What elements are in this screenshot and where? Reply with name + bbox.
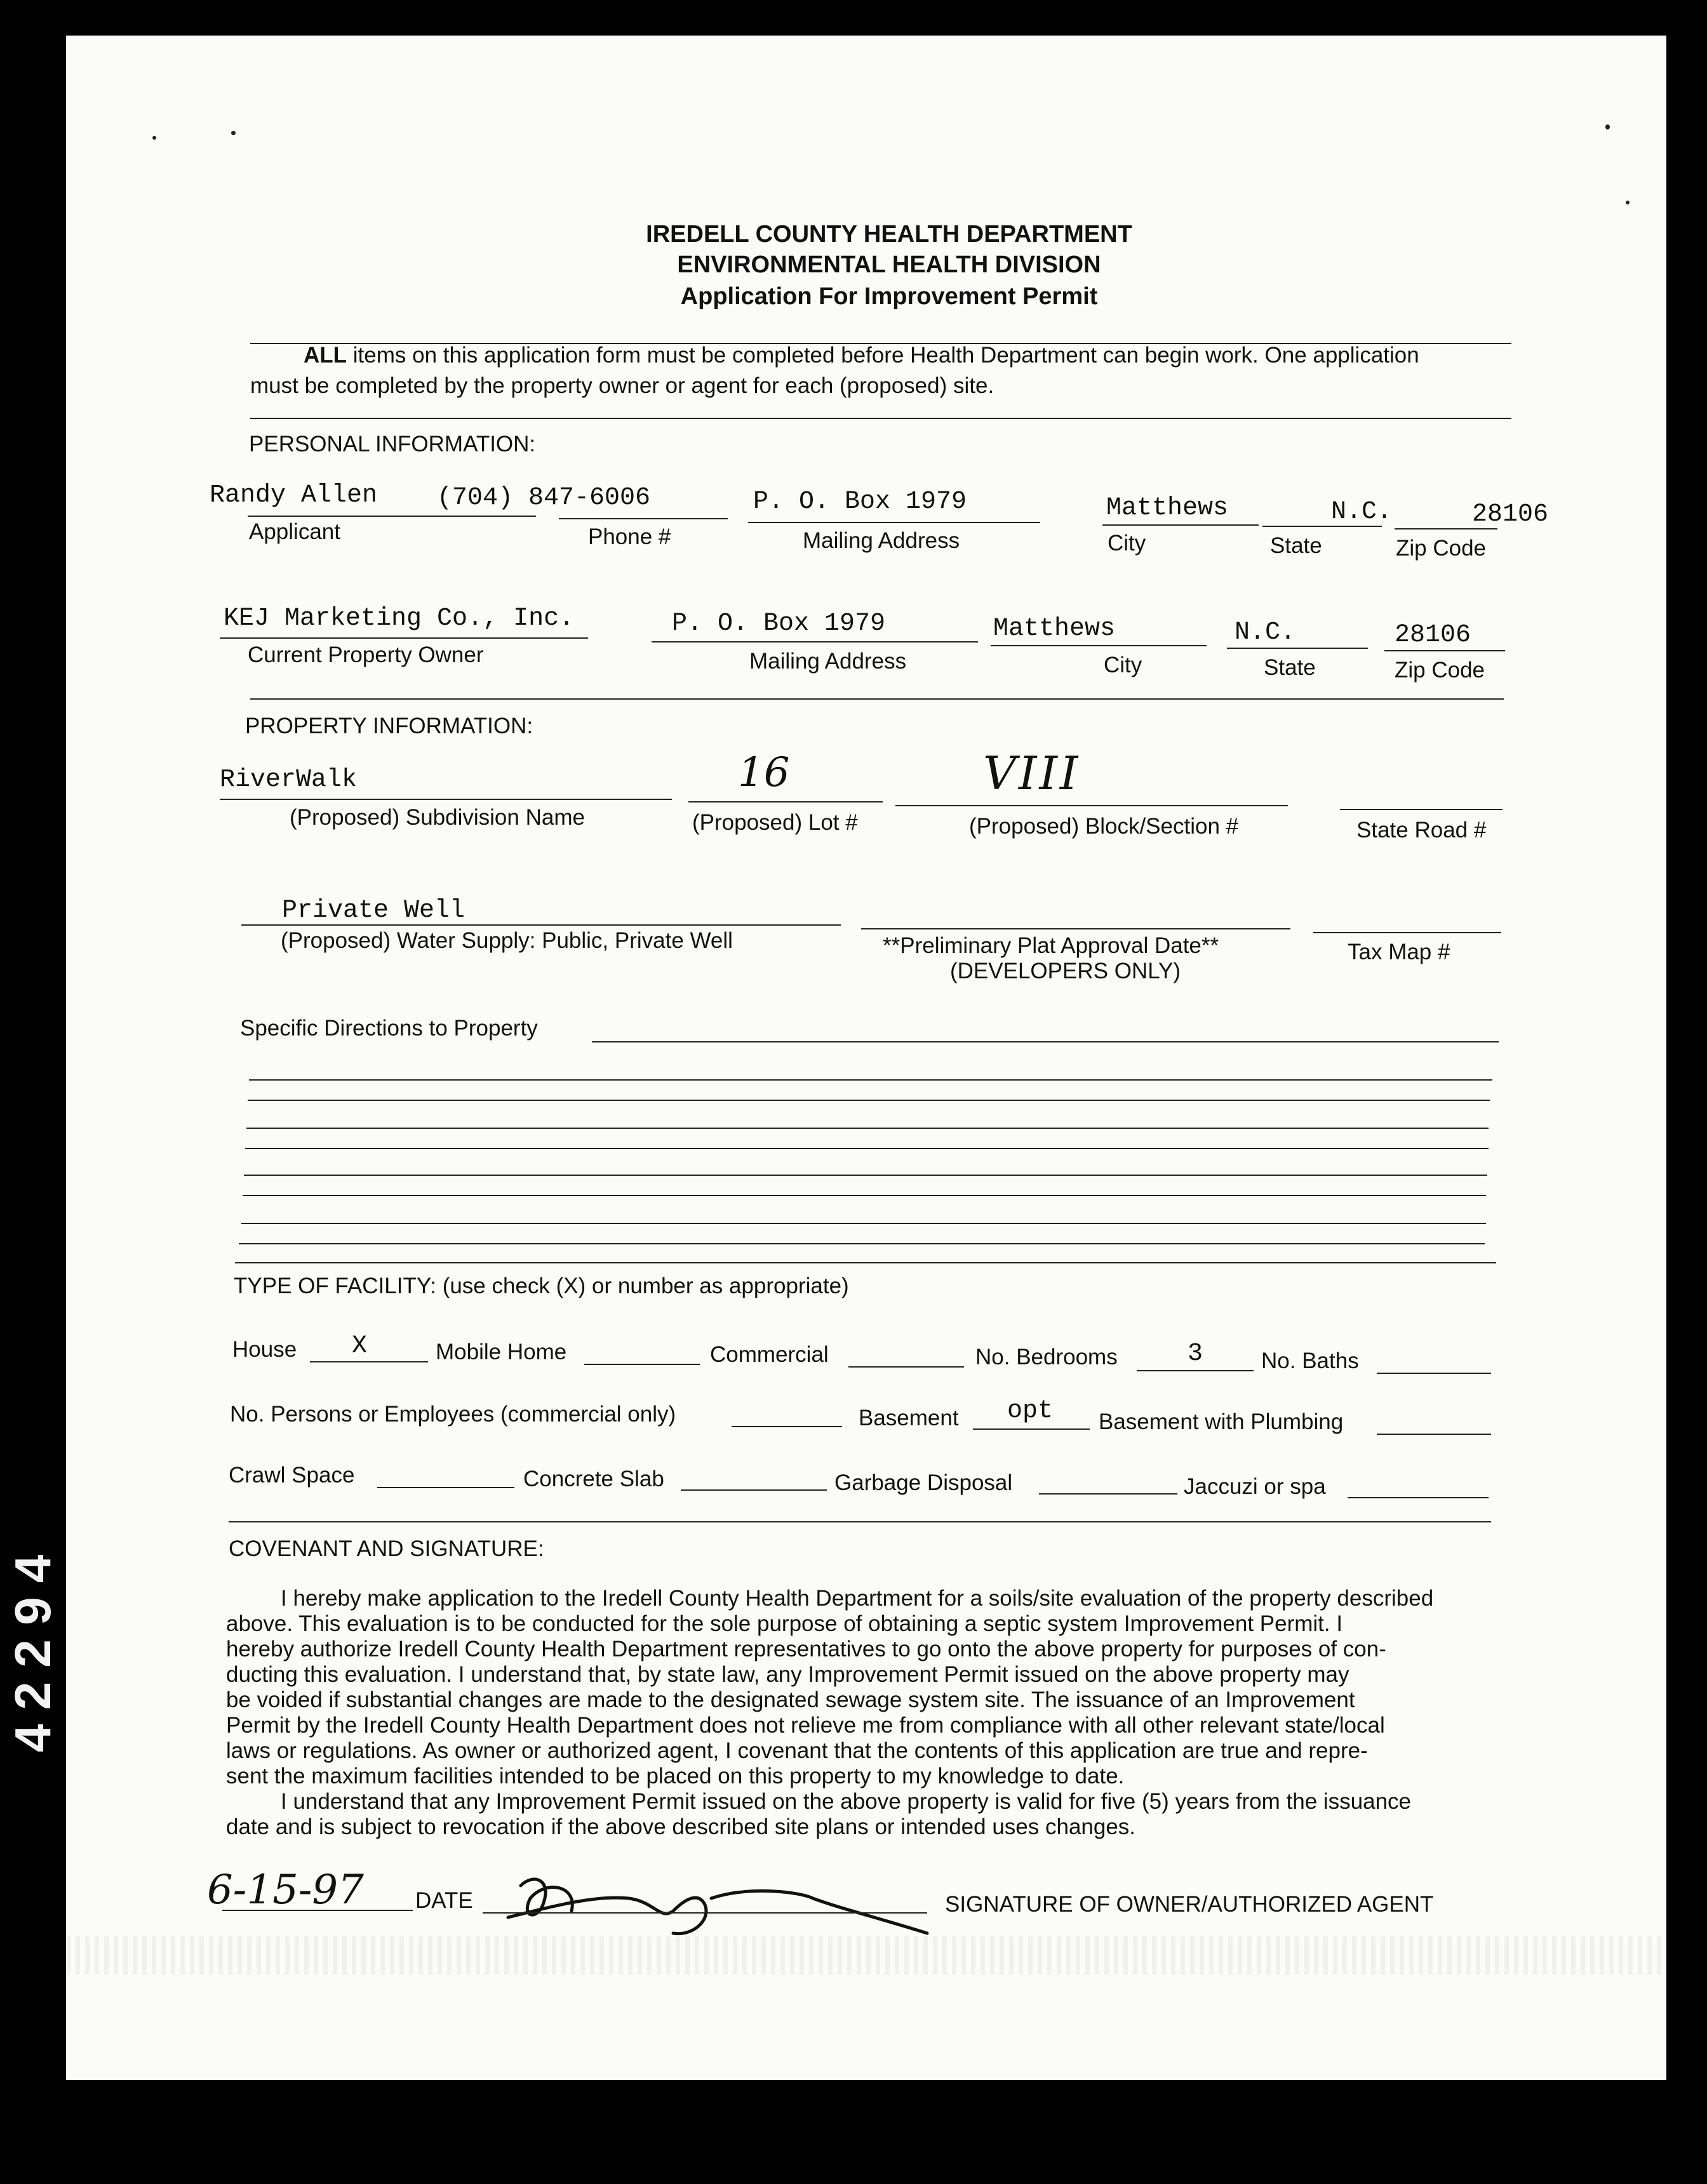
label-tax-map: Tax Map #	[1348, 940, 1450, 964]
underline	[1340, 809, 1503, 810]
directions-line	[241, 1223, 1486, 1224]
underline	[973, 1428, 1090, 1430]
underline	[1313, 932, 1501, 933]
applicant-name: Randy Allen	[210, 481, 378, 510]
applicant-city: Matthews	[1106, 494, 1229, 523]
covenant-line: above. This evaluation is to be conducted for the sole purpose of obtaining a septic system Improvement Permit. I	[226, 1611, 1343, 1636]
underline	[377, 1487, 514, 1488]
signature-date: 6-15-97	[207, 1867, 364, 1914]
label-basement: Basement	[859, 1406, 959, 1430]
lot-number: 16	[738, 749, 790, 796]
label-date: DATE	[415, 1888, 473, 1913]
underline	[248, 516, 536, 517]
label-owner-zip: Zip Code	[1395, 658, 1485, 682]
label-commercial: Commercial	[710, 1342, 829, 1367]
scan-speck	[231, 131, 236, 135]
owner-address: P. O. Box 1979	[672, 609, 886, 638]
label-bedrooms: No. Bedrooms	[975, 1345, 1118, 1369]
facility-heading: TYPE OF FACILITY: (use check (X) or number as appropriate)	[234, 1274, 849, 1298]
covenant-text	[226, 1586, 1487, 1840]
underline	[652, 641, 978, 643]
underline	[1377, 1373, 1491, 1374]
underline	[584, 1364, 700, 1365]
underline	[220, 799, 672, 800]
label-water-supply: (Proposed) Water Supply: Public, Private Well	[281, 928, 733, 953]
underline	[748, 522, 1040, 523]
directions-line	[245, 1148, 1489, 1149]
label-block-section: (Proposed) Block/Section #	[969, 814, 1239, 839]
owner-signature	[483, 1860, 946, 1949]
label-baths: No. Baths	[1261, 1348, 1359, 1373]
header-department: IREDELL COUNTY HEALTH DEPARTMENT	[646, 221, 1132, 248]
directions-line	[239, 1243, 1485, 1244]
underline	[1039, 1493, 1177, 1495]
label-garbage-disposal: Garbage Disposal	[834, 1470, 1013, 1495]
underline	[1227, 648, 1368, 649]
subdivision-name: RiverWalk	[220, 766, 358, 794]
covenant-line: laws or regulations. As owner or authorized agent, I covenant that the contents of this application are true and repre-	[226, 1738, 1368, 1763]
bedrooms-value: 3	[1188, 1340, 1203, 1368]
label-plat-approval: **Preliminary Plat Approval Date**	[883, 933, 1219, 958]
underline	[681, 1489, 827, 1491]
owner-name: KEJ Marketing Co., Inc.	[224, 604, 575, 633]
label-owner-city: City	[1104, 653, 1142, 677]
label-state-road: State Road #	[1356, 818, 1487, 842]
applicant-address: P. O. Box 1979	[753, 488, 967, 516]
label-owner-mailing-address: Mailing Address	[749, 649, 907, 674]
rule	[250, 698, 1504, 700]
applicant-state: N.C.	[1331, 498, 1393, 526]
margin-document-number: 4 2 2 9 4	[4, 1554, 61, 1752]
underline	[1384, 650, 1505, 651]
underline	[732, 1426, 842, 1427]
underline	[1395, 528, 1497, 529]
underline	[1377, 1434, 1491, 1435]
directions-line	[246, 1128, 1489, 1129]
house-value: X	[352, 1332, 368, 1361]
label-lot: (Proposed) Lot #	[692, 810, 858, 835]
label-house: House	[232, 1337, 297, 1362]
block-section: VIII	[983, 747, 1081, 800]
underline	[861, 928, 1290, 929]
covenant-heading: COVENANT AND SIGNATURE:	[229, 1536, 544, 1561]
covenant-line: I hereby make application to the Iredell County Health Department for a soils/site evaluation of the property described	[281, 1586, 1434, 1611]
covenant-line: hereby authorize Iredell County Health Department representatives to go onto the above property for purposes of con-	[226, 1637, 1386, 1661]
owner-zip: 28106	[1395, 621, 1471, 649]
intro-line-2: must be completed by the property owner or agent for each (proposed) site.	[250, 373, 994, 398]
directions-line	[249, 1079, 1492, 1081]
header-division: ENVIRONMENTAL HEALTH DIVISION	[677, 251, 1101, 278]
applicant-phone: (704) 847-6006	[437, 484, 651, 512]
covenant-line: ducting this evaluation. I understand that, by state law, any Improvement Permit issued on the above property may	[226, 1662, 1349, 1687]
label-owner-state: State	[1264, 655, 1316, 680]
label-current-owner: Current Property Owner	[248, 643, 484, 667]
rule	[250, 418, 1511, 419]
owner-state: N.C.	[1235, 618, 1296, 647]
label-persons: No. Persons or Employees (commercial only)	[230, 1402, 676, 1427]
covenant-line: date and is subject to revocation if the above described site plans or intended uses changes.	[226, 1814, 1136, 1839]
label-mailing-address: Mailing Address	[803, 528, 960, 553]
covenant-line: Permit by the Iredell County Health Department does not relieve me from compliance with all other relevant state/local	[226, 1713, 1385, 1738]
underline	[1102, 524, 1259, 526]
underline	[222, 1910, 413, 1911]
covenant-line: sent the maximum facilities intended to be placed on this property to my knowledge to date.	[226, 1764, 1125, 1788]
covenant-line: be voided if substantial changes are made to the designated sewage system site. The issuance of an Improvement	[226, 1688, 1355, 1712]
label-applicant: Applicant	[249, 519, 340, 544]
signature-line	[483, 1912, 927, 1914]
underline	[310, 1361, 428, 1362]
label-jacuzzi: Jaccuzi or spa	[1184, 1474, 1326, 1499]
directions-line	[248, 1100, 1490, 1101]
intro-line-1: ALL items on this application form must be completed before Health Department can begin work. One application	[304, 343, 1419, 368]
underline	[1137, 1370, 1254, 1371]
underline	[688, 801, 883, 802]
directions-line	[244, 1175, 1487, 1176]
rule	[229, 1521, 1491, 1522]
label-concrete-slab: Concrete Slab	[523, 1467, 664, 1491]
label-city: City	[1108, 531, 1146, 556]
underline	[1262, 526, 1382, 527]
directions-line	[243, 1195, 1486, 1196]
label-state: State	[1270, 533, 1322, 558]
scan-speck	[152, 136, 156, 140]
label-basement-plumbing: Basement with Plumbing	[1099, 1409, 1344, 1434]
applicant-zip: 28106	[1472, 500, 1549, 529]
property-heading: PROPERTY INFORMATION:	[245, 714, 533, 738]
underline	[991, 645, 1207, 646]
label-directions: Specific Directions to Property	[240, 1016, 538, 1041]
scan-speck	[1605, 124, 1610, 130]
water-supply: Private Well	[282, 896, 465, 925]
label-subdivision: (Proposed) Subdivision Name	[290, 805, 585, 830]
label-mobile-home: Mobile Home	[436, 1340, 567, 1364]
underline	[559, 518, 728, 519]
personal-heading: PERSONAL INFORMATION:	[249, 432, 536, 456]
label-phone: Phone #	[588, 524, 671, 549]
label-zip: Zip Code	[1396, 536, 1487, 561]
label-crawl-space: Crawl Space	[229, 1463, 355, 1488]
scan-speck	[1626, 201, 1630, 204]
underline	[1348, 1497, 1489, 1498]
directions-line	[592, 1041, 1499, 1042]
label-developers-only: (DEVELOPERS ONLY)	[950, 959, 1181, 983]
covenant-line: I understand that any Improvement Permit issued on the above property is valid for five (5) years from the issuance	[281, 1789, 1412, 1814]
header-form-title: Application For Improvement Permit	[680, 283, 1098, 310]
owner-city: Matthews	[993, 615, 1116, 643]
underline	[220, 637, 588, 639]
underline	[848, 1366, 964, 1368]
underline	[241, 924, 841, 926]
underline	[895, 805, 1288, 806]
basement-value: opt	[1007, 1397, 1054, 1425]
rule	[235, 1262, 1496, 1263]
label-signature: SIGNATURE OF OWNER/AUTHORIZED AGENT	[945, 1892, 1434, 1917]
